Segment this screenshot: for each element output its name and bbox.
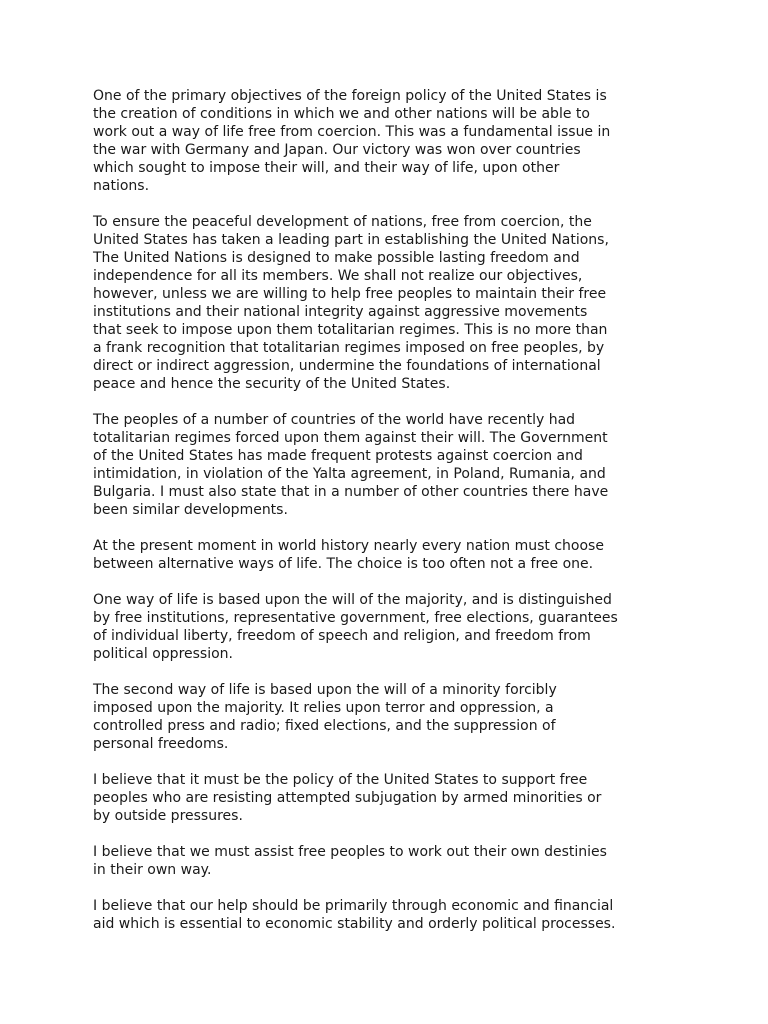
paragraph-3: The peoples of a number of countries of the world have recently had totalitarian regimes forced upon them against their will. The Government of the United States has made frequent protests against coercion and intimidation, in violation of the Yalta agreement, in Poland, Rumania, and Bulgaria. I must also state that in a number of other countries there have been similar developments.	[93, 412, 609, 518]
paragraph-2: To ensure the peaceful development of nations, free from coercion, the United States has taken a leading part in establishing the United Nations, The United Nations is designed to make possible lasting freedom and independence for all its members. We shall not realize our objectives, however, unless we are willing to help free peoples to maintain their free institutions and their national integrity against aggressive movements that seek to impose upon them totalitarian regimes. This is no more than a frank recognition that totalitarian regimes imposed on free peoples, by direct or indirect aggression, undermine the foundations of international peace and hence the security of the United States.	[93, 214, 609, 392]
paragraph-9: I believe that our help should be primarily through economic and financial aid which is essential to economic stability and orderly political processes.	[93, 898, 616, 932]
paragraph-8: I believe that we must assist free peoples to work out their own destinies in their own way.	[93, 844, 607, 878]
paragraph-5: One way of life is based upon the will of the majority, and is distinguished by free institutions, representative government, free elections, guarantees of individual liberty, freedom of speech and religion, and freedom from political oppression.	[93, 592, 618, 662]
paragraph-1: One of the primary objectives of the foreign policy of the United States is the creation of conditions in which we and other nations will be able to work out a way of life free from coercion. This was a fundamental issue in the war with Germany and Japan. Our victory was won over countries which sought to impose their will, and their way of life, upon other nations.	[93, 88, 611, 194]
paragraph-4: At the present moment in world history nearly every nation must choose between alternative ways of life. The choice is too often not a free one.	[93, 538, 604, 572]
paragraph-6: The second way of life is based upon the will of a minority forcibly imposed upon the majority. It relies upon terror and oppression, a controlled press and radio; fixed elections, and the suppression of personal freedoms.	[93, 682, 557, 752]
paragraph-7: I believe that it must be the policy of the United States to support free peoples who are resisting attempted subjugation by armed minorities or by outside pressures.	[93, 772, 602, 824]
document-body	[93, 87, 683, 951]
